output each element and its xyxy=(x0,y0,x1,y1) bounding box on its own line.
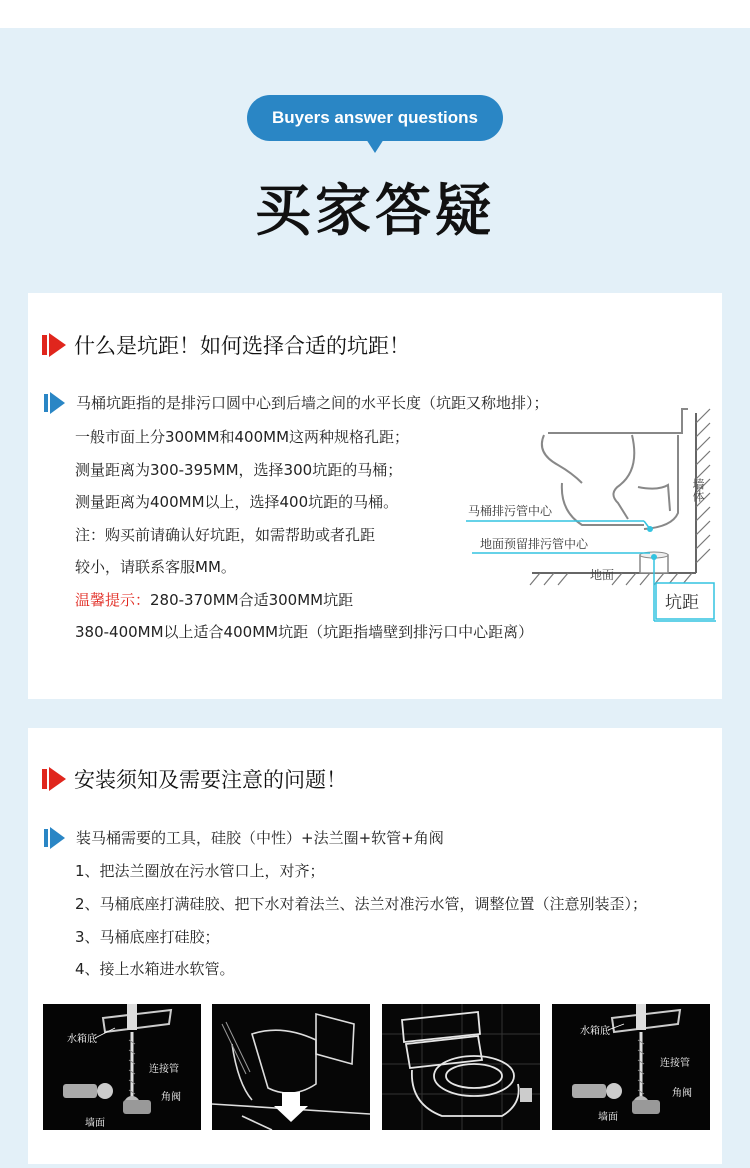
red-arrow-icon xyxy=(42,767,68,791)
red-arrow-icon xyxy=(42,333,68,357)
card-pit-distance xyxy=(28,293,722,699)
photo-toilet-view xyxy=(382,1004,540,1130)
label-angle-valve: 角阀 xyxy=(672,1088,692,1099)
wall-label: 墙体 xyxy=(691,478,705,502)
page-title: 买家答疑 xyxy=(255,179,495,244)
label-tank-bottom: 水箱底 xyxy=(67,1034,97,1045)
tip-text: 280-370MM合适300MM坑距 xyxy=(150,591,354,609)
pipe-center-label: 马桶排污管中心 xyxy=(468,504,553,518)
blue-arrow-icon xyxy=(44,827,68,849)
info-line: 测量距离为300-395MM，选择300坑距的马桶； xyxy=(75,461,403,479)
label-connector: 连接管 xyxy=(149,1064,179,1075)
install-step: 1、把法兰圈放在污水管口上，对齐； xyxy=(75,862,325,880)
section-heading xyxy=(42,765,347,793)
intro-text: 装马桶需要的工具，硅胶（中性）+法兰圈+软管+角阀 xyxy=(76,829,444,847)
section-title: 什么是坑距！如何选择合适的坑距！ xyxy=(74,334,410,358)
section-title: 安装须知及需要注意的问题！ xyxy=(74,768,347,792)
label-wall-surface: 墙面 xyxy=(85,1118,105,1129)
pit-distance-diagram xyxy=(432,393,716,633)
label-wall-surface: 墙面 xyxy=(598,1112,618,1123)
blue-arrow-icon xyxy=(44,392,68,414)
bubble-tail xyxy=(366,139,384,153)
photo-connection-diagram xyxy=(43,1004,201,1130)
label-tank-bottom: 水箱底 xyxy=(580,1026,610,1037)
top-strip xyxy=(0,0,750,28)
tip-line xyxy=(75,590,353,610)
info-line: 注：购买前请确认好坑距，如需帮助或者孔距 xyxy=(75,526,376,544)
label-connector: 连接管 xyxy=(660,1058,690,1069)
floor-label: 地面 xyxy=(590,568,615,582)
photo-connection-diagram-2 xyxy=(552,1004,710,1130)
tip-label: 温馨提示： xyxy=(75,591,151,609)
intro-row xyxy=(44,827,444,849)
distance-label: 坑距 xyxy=(665,593,699,613)
info-line: 一般市面上分300MM和400MM这两种规格孔距； xyxy=(75,428,410,446)
info-line-last: 380-400MM以上适合400MM坑距（坑距指墙壁到排污口中心距离） xyxy=(75,623,534,641)
info-line: 较小，请联系客服MM。 xyxy=(75,558,236,576)
install-step: 3、马桶底座打硅胶； xyxy=(75,928,220,946)
header-bubble: Buyers answer questions xyxy=(247,95,503,141)
section-heading xyxy=(42,331,410,359)
photo-install-toilet xyxy=(212,1004,370,1130)
install-step: 4、接上水箱进水软管。 xyxy=(75,960,235,978)
install-step: 2、马桶底座打满硅胶、把下水对着法兰、法兰对准污水管，调整位置（注意别装歪）； xyxy=(75,895,648,913)
floor-pipe-label: 地面预留排污管中心 xyxy=(480,537,589,551)
label-angle-valve: 角阀 xyxy=(161,1092,181,1103)
intro-text: 马桶坑距指的是排污口圆中心到后墙之间的水平长度（坑距又称地排）； xyxy=(76,394,549,412)
info-line: 测量距离为400MM以上，选择400坑距的马桶。 xyxy=(75,493,399,511)
